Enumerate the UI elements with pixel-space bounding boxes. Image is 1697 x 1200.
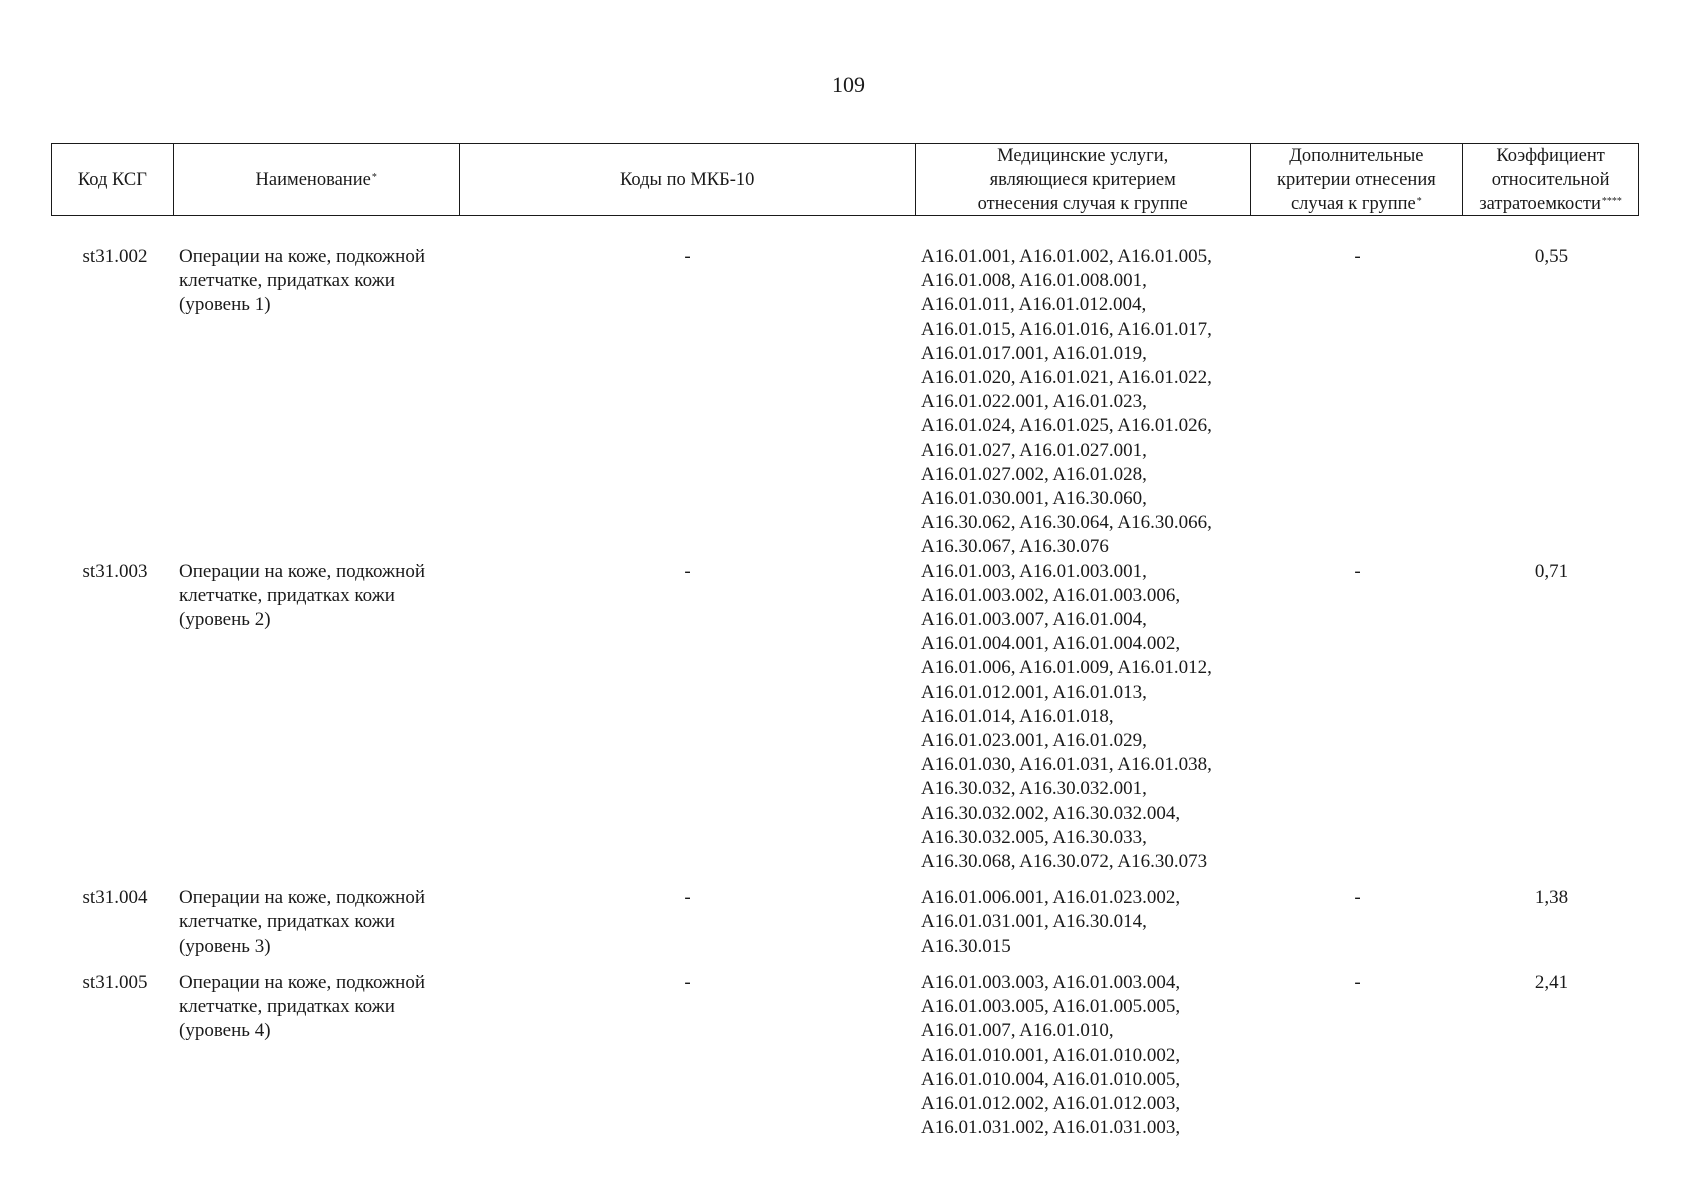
cost-coefficient: 1,38: [1534, 887, 1569, 909]
table-row: [51, 560, 1639, 875]
group-name: Операции на коже, подкожной клетчатке, придатках кожи (уровень 3): [179, 887, 426, 957]
icd10-codes: -: [684, 246, 691, 267]
header-name: Наименование *: [174, 144, 460, 215]
medical-services: A16.01.001, A16.01.002, A16.01.005, A16.01.008, A16.01.008.001, A16.01.011, A16.01.012.004, A16.01.015, A16.01.016, A16.01.017, A16.01.017.001, A16.01.019, A16.01.020, A16.01.021, A16.01.022, A16.01.022.001, A16.01.023, A16.01.024, A16.01.025, A16.01.026, A16.01.027, A16.01.027.001, A16.01.027.002, A16.01.028, A16.01.030.001, A16.30.060, A16.30.062, A16.30.064, A16.30.066, A16.30.067, A16.30.076: [921, 246, 1212, 558]
page-number: 109: [832, 72, 865, 97]
table-row: [51, 245, 1639, 560]
header-additional-criteria: Дополнительные критерии отнесения случая к группе*: [1251, 144, 1464, 215]
ksg-code: st31.004: [82, 887, 148, 909]
footnote-mark: ****: [1601, 195, 1622, 207]
header-cost-coefficient: Коэффициент относительной затратоемкости****: [1479, 145, 1622, 214]
medical-services: A16.01.003.003, A16.01.003.004, A16.01.003.005, A16.01.005.005, A16.01.007, A16.01.010, A16.01.010.001, A16.01.010.002, A16.01.010.004, A16.01.010.005, A16.01.012.002, A16.01.012.003, A16.01.031.002, A16.01.031.003,: [921, 971, 1181, 1139]
header-medical-services: Медицинские услуги, являющиеся критерием отнесения случая к группе: [916, 144, 1251, 215]
header-ksg-code: Код КСГ: [52, 144, 174, 215]
icd10-codes: -: [684, 560, 691, 582]
footnote-mark: *: [1416, 195, 1422, 207]
table-row: [51, 886, 1639, 959]
additional-criteria: -: [1354, 971, 1361, 993]
additional-criteria: -: [1354, 887, 1361, 909]
additional-criteria: -: [1354, 246, 1361, 267]
table-body: [51, 245, 1639, 1152]
additional-criteria: -: [1354, 560, 1361, 582]
cost-coefficient: 0,55: [1534, 246, 1569, 267]
ksg-code: st31.003: [82, 560, 148, 582]
ksg-code: st31.002: [82, 246, 148, 267]
icd10-codes: -: [684, 971, 691, 993]
group-name: Операции на коже, подкожной клетчатке, придатках кожи (уровень 2): [179, 560, 426, 631]
icd10-codes: -: [684, 887, 691, 909]
footnote-mark: *: [371, 171, 377, 183]
medical-services: A16.01.006.001, A16.01.023.002, A16.01.031.001, A16.30.014, A16.30.015: [921, 887, 1181, 957]
cost-coefficient: 2,41: [1534, 971, 1569, 993]
medical-services: A16.01.003, A16.01.003.001, A16.01.003.002, A16.01.003.006, A16.01.003.007, A16.01.004, A16.01.004.001, A16.01.004.002, A16.01.006, A16.01.009, A16.01.012, A16.01.012.001, A16.01.013, A16.01.014, A16.01.018, A16.01.023.001, A16.01.029, A16.01.030, A16.01.031, A16.01.038, A16.30.032, A16.30.032.001, A16.30.032.002, A16.30.032.004, A16.30.032.005, A16.30.033, A16.30.068, A16.30.072, A16.30.073: [921, 560, 1212, 873]
table-row: [51, 971, 1639, 1140]
group-name: Операции на коже, подкожной клетчатке, придатках кожи (уровень 4): [179, 971, 426, 1042]
header-icd10-codes: Коды по МКБ-10: [460, 144, 916, 215]
table-header: [51, 143, 1639, 216]
ksg-code: st31.005: [82, 971, 148, 993]
group-name: Операции на коже, подкожной клетчатке, придатках кожи (уровень 1): [179, 246, 426, 316]
cost-coefficient: 0,71: [1534, 560, 1569, 582]
